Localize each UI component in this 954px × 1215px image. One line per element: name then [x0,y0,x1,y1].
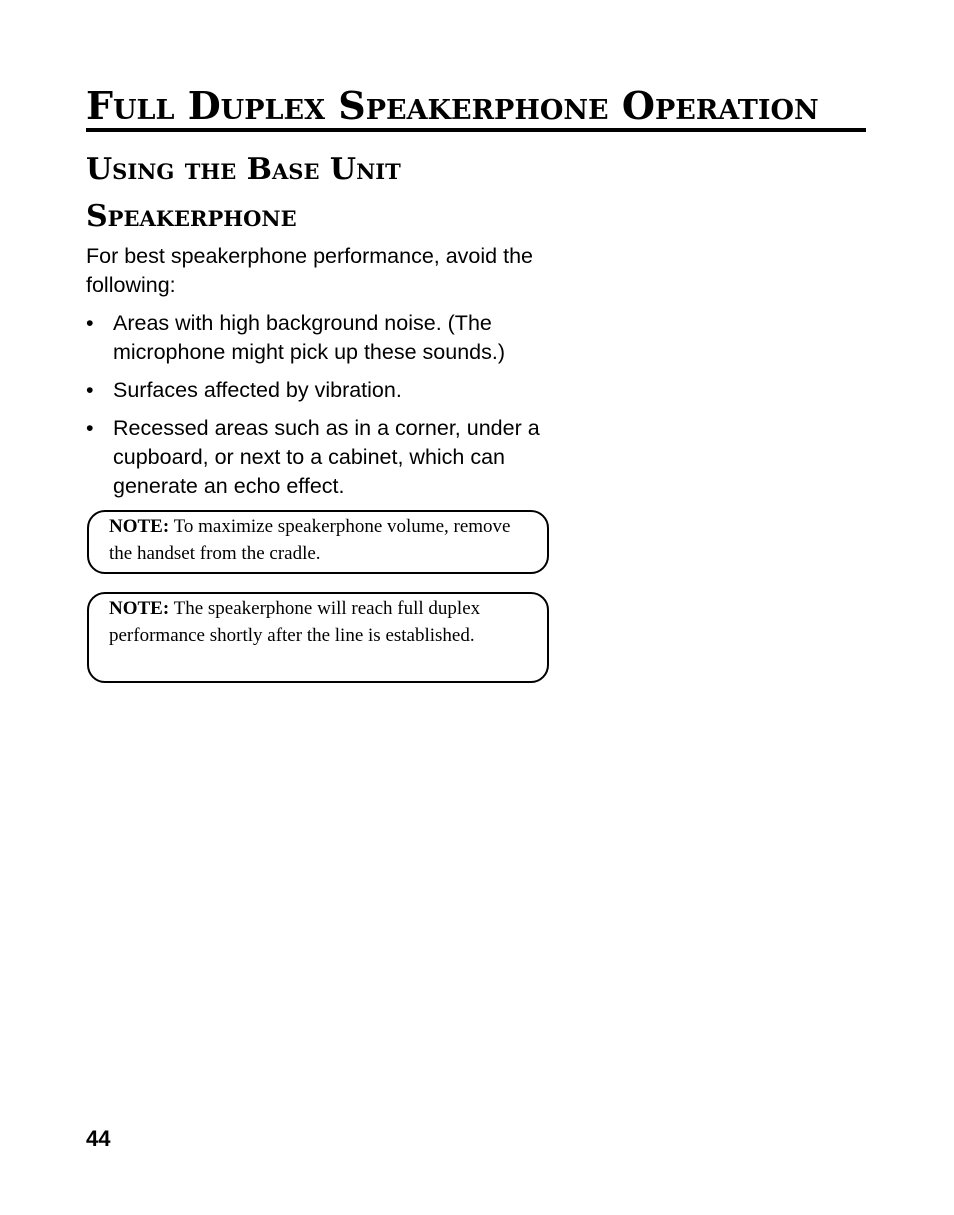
note-label: NOTE: [109,516,170,537]
note-box [87,592,549,683]
list-item [86,414,556,501]
bullet-icon: • [86,311,94,335]
section-subtitle: Using the Base Unit Speakerphone [86,152,401,234]
list-item [86,376,556,405]
title-rule [86,128,866,132]
note-box [87,510,549,574]
list-item-text: Areas with high background noise. (The microphone might pick up these sounds.) [113,311,505,364]
page-title: Full Duplex Speakerphone Operation [86,83,819,128]
list-item [86,309,556,367]
intro-paragraph: For best speakerphone performance, avoid the following: [86,244,533,297]
note-label: NOTE: [109,598,170,619]
list-item-text: Recessed areas such as in a corner, under a cupboard, or next to a cabinet, which can generate an echo effect. [113,416,540,498]
note-text: To maximize speakerphone volume, remove the handset from the cradle. [109,516,511,564]
list-item-text: Surfaces affected by vibration. [113,378,402,402]
page-number: 44 [86,1126,111,1151]
bullet-list [86,309,556,510]
note-text: The speakerphone will reach full duplex performance shortly after the line is established. [109,598,481,646]
bullet-icon: • [86,378,94,402]
bullet-icon: • [86,416,94,440]
